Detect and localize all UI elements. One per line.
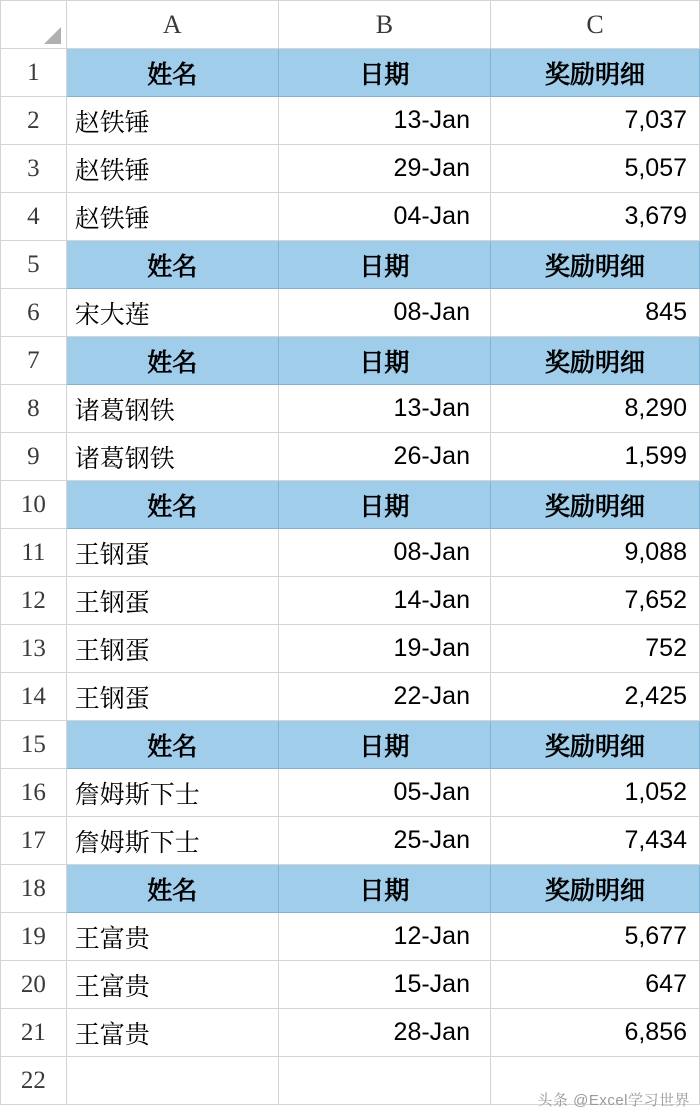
row-header-14[interactable]: 14 [1, 673, 67, 721]
row-header-6[interactable]: 6 [1, 289, 67, 337]
cell-a8[interactable]: 诸葛钢铁 [66, 385, 278, 433]
row-header-2[interactable]: 2 [1, 97, 67, 145]
corner-triangle-icon [44, 27, 61, 44]
cell-c12[interactable]: 7,652 [491, 577, 700, 625]
cell-a5[interactable]: 姓名 [66, 241, 278, 289]
row-header-11[interactable]: 11 [1, 529, 67, 577]
cell-a9[interactable]: 诸葛钢铁 [66, 433, 278, 481]
row-header-12[interactable]: 12 [1, 577, 67, 625]
cell-b6[interactable]: 08-Jan [278, 289, 490, 337]
cell-a12[interactable]: 王钢蛋 [66, 577, 278, 625]
grid-body [1, 49, 700, 1105]
cell-b16[interactable]: 05-Jan [278, 769, 490, 817]
cell-b20[interactable]: 15-Jan [278, 961, 490, 1009]
cell-c7[interactable]: 奖励明细 [491, 337, 700, 385]
cell-a10[interactable]: 姓名 [66, 481, 278, 529]
cell-b1[interactable]: 日期 [278, 49, 490, 97]
row-header-21[interactable]: 21 [1, 1009, 67, 1057]
table-row[interactable] [1, 481, 700, 529]
cell-c14[interactable]: 2,425 [491, 673, 700, 721]
table-row[interactable] [1, 193, 700, 241]
cell-b2[interactable]: 13-Jan [278, 97, 490, 145]
cell-b15[interactable]: 日期 [278, 721, 490, 769]
table-row[interactable] [1, 49, 700, 97]
table-row[interactable] [1, 97, 700, 145]
table-row[interactable] [1, 337, 700, 385]
cell-c19[interactable]: 5,677 [491, 913, 700, 961]
cell-a7[interactable]: 姓名 [66, 337, 278, 385]
cell-b12[interactable]: 14-Jan [278, 577, 490, 625]
cell-c11[interactable]: 9,088 [491, 529, 700, 577]
cell-a1[interactable]: 姓名 [66, 49, 278, 97]
cell-c5[interactable]: 奖励明细 [491, 241, 700, 289]
cell-b22[interactable] [278, 1057, 490, 1105]
cell-a3[interactable]: 赵铁锤 [66, 145, 278, 193]
cell-a2[interactable]: 赵铁锤 [66, 97, 278, 145]
row-header-8[interactable]: 8 [1, 385, 67, 433]
cell-b4[interactable]: 04-Jan [278, 193, 490, 241]
cell-c21[interactable]: 6,856 [491, 1009, 700, 1057]
cell-b13[interactable]: 19-Jan [278, 625, 490, 673]
table-row[interactable] [1, 673, 700, 721]
cell-c6[interactable]: 845 [491, 289, 700, 337]
cell-c10[interactable]: 奖励明细 [491, 481, 700, 529]
table-row[interactable] [1, 433, 700, 481]
column-header-c[interactable]: C [491, 1, 700, 49]
cell-b17[interactable]: 25-Jan [278, 817, 490, 865]
cell-a13[interactable]: 王钢蛋 [66, 625, 278, 673]
table-row[interactable] [1, 577, 700, 625]
cell-a6[interactable]: 宋大莲 [66, 289, 278, 337]
cell-b9[interactable]: 26-Jan [278, 433, 490, 481]
cell-c20[interactable]: 647 [491, 961, 700, 1009]
table-row[interactable] [1, 817, 700, 865]
cell-c13[interactable]: 752 [491, 625, 700, 673]
cell-c1[interactable]: 奖励明细 [491, 49, 700, 97]
row-header-5[interactable]: 5 [1, 241, 67, 289]
cell-b11[interactable]: 08-Jan [278, 529, 490, 577]
table-row[interactable] [1, 529, 700, 577]
cell-c15[interactable]: 奖励明细 [491, 721, 700, 769]
cell-c4[interactable]: 3,679 [491, 193, 700, 241]
table-row[interactable] [1, 625, 700, 673]
column-header-a[interactable]: A [66, 1, 278, 49]
select-all-corner[interactable] [1, 1, 67, 49]
row-header-19[interactable]: 19 [1, 913, 67, 961]
cell-a14[interactable]: 王钢蛋 [66, 673, 278, 721]
cell-c17[interactable]: 7,434 [491, 817, 700, 865]
table-row[interactable] [1, 721, 700, 769]
cell-a18[interactable]: 姓名 [66, 865, 278, 913]
cell-c8[interactable]: 8,290 [491, 385, 700, 433]
table-row[interactable] [1, 241, 700, 289]
table-row[interactable] [1, 913, 700, 961]
row-header-15[interactable]: 15 [1, 721, 67, 769]
row-header-7[interactable]: 7 [1, 337, 67, 385]
watermark-text: 头条 @Excel学习世界 [537, 1092, 690, 1109]
table-row[interactable] [1, 145, 700, 193]
row-header-22[interactable]: 22 [1, 1057, 67, 1105]
cell-a17[interactable]: 詹姆斯下士 [66, 817, 278, 865]
row-header-17[interactable]: 17 [1, 817, 67, 865]
cell-b7[interactable]: 日期 [278, 337, 490, 385]
cell-a22[interactable] [66, 1057, 278, 1105]
cell-c9[interactable]: 1,599 [491, 433, 700, 481]
cell-b3[interactable]: 29-Jan [278, 145, 490, 193]
cell-a20[interactable]: 王富贵 [66, 961, 278, 1009]
cell-a16[interactable]: 詹姆斯下士 [66, 769, 278, 817]
row-header-9[interactable]: 9 [1, 433, 67, 481]
row-header-1[interactable]: 1 [1, 49, 67, 97]
cell-b10[interactable]: 日期 [278, 481, 490, 529]
table-row[interactable] [1, 1009, 700, 1057]
row-header-13[interactable]: 13 [1, 625, 67, 673]
cell-a11[interactable]: 王钢蛋 [66, 529, 278, 577]
row-header-3[interactable]: 3 [1, 145, 67, 193]
column-header-row [1, 1, 700, 49]
cell-c16[interactable]: 1,052 [491, 769, 700, 817]
cell-c2[interactable]: 7,037 [491, 97, 700, 145]
table-row[interactable] [1, 865, 700, 913]
table-row[interactable] [1, 289, 700, 337]
cell-a19[interactable]: 王富贵 [66, 913, 278, 961]
cell-c3[interactable]: 5,057 [491, 145, 700, 193]
cell-b21[interactable]: 28-Jan [278, 1009, 490, 1057]
cell-c18[interactable]: 奖励明细 [491, 865, 700, 913]
table-row[interactable] [1, 769, 700, 817]
cell-a4[interactable]: 赵铁锤 [66, 193, 278, 241]
row-header-20[interactable]: 20 [1, 961, 67, 1009]
row-header-16[interactable]: 16 [1, 769, 67, 817]
cell-a15[interactable]: 姓名 [66, 721, 278, 769]
cell-b18[interactable]: 日期 [278, 865, 490, 913]
table-row[interactable] [1, 961, 700, 1009]
row-header-18[interactable]: 18 [1, 865, 67, 913]
row-header-4[interactable]: 4 [1, 193, 67, 241]
table-row[interactable] [1, 385, 700, 433]
cell-a21[interactable]: 王富贵 [66, 1009, 278, 1057]
row-header-10[interactable]: 10 [1, 481, 67, 529]
cell-b14[interactable]: 22-Jan [278, 673, 490, 721]
cell-b19[interactable]: 12-Jan [278, 913, 490, 961]
cell-b5[interactable]: 日期 [278, 241, 490, 289]
cell-b8[interactable]: 13-Jan [278, 385, 490, 433]
column-header-b[interactable]: B [278, 1, 490, 49]
